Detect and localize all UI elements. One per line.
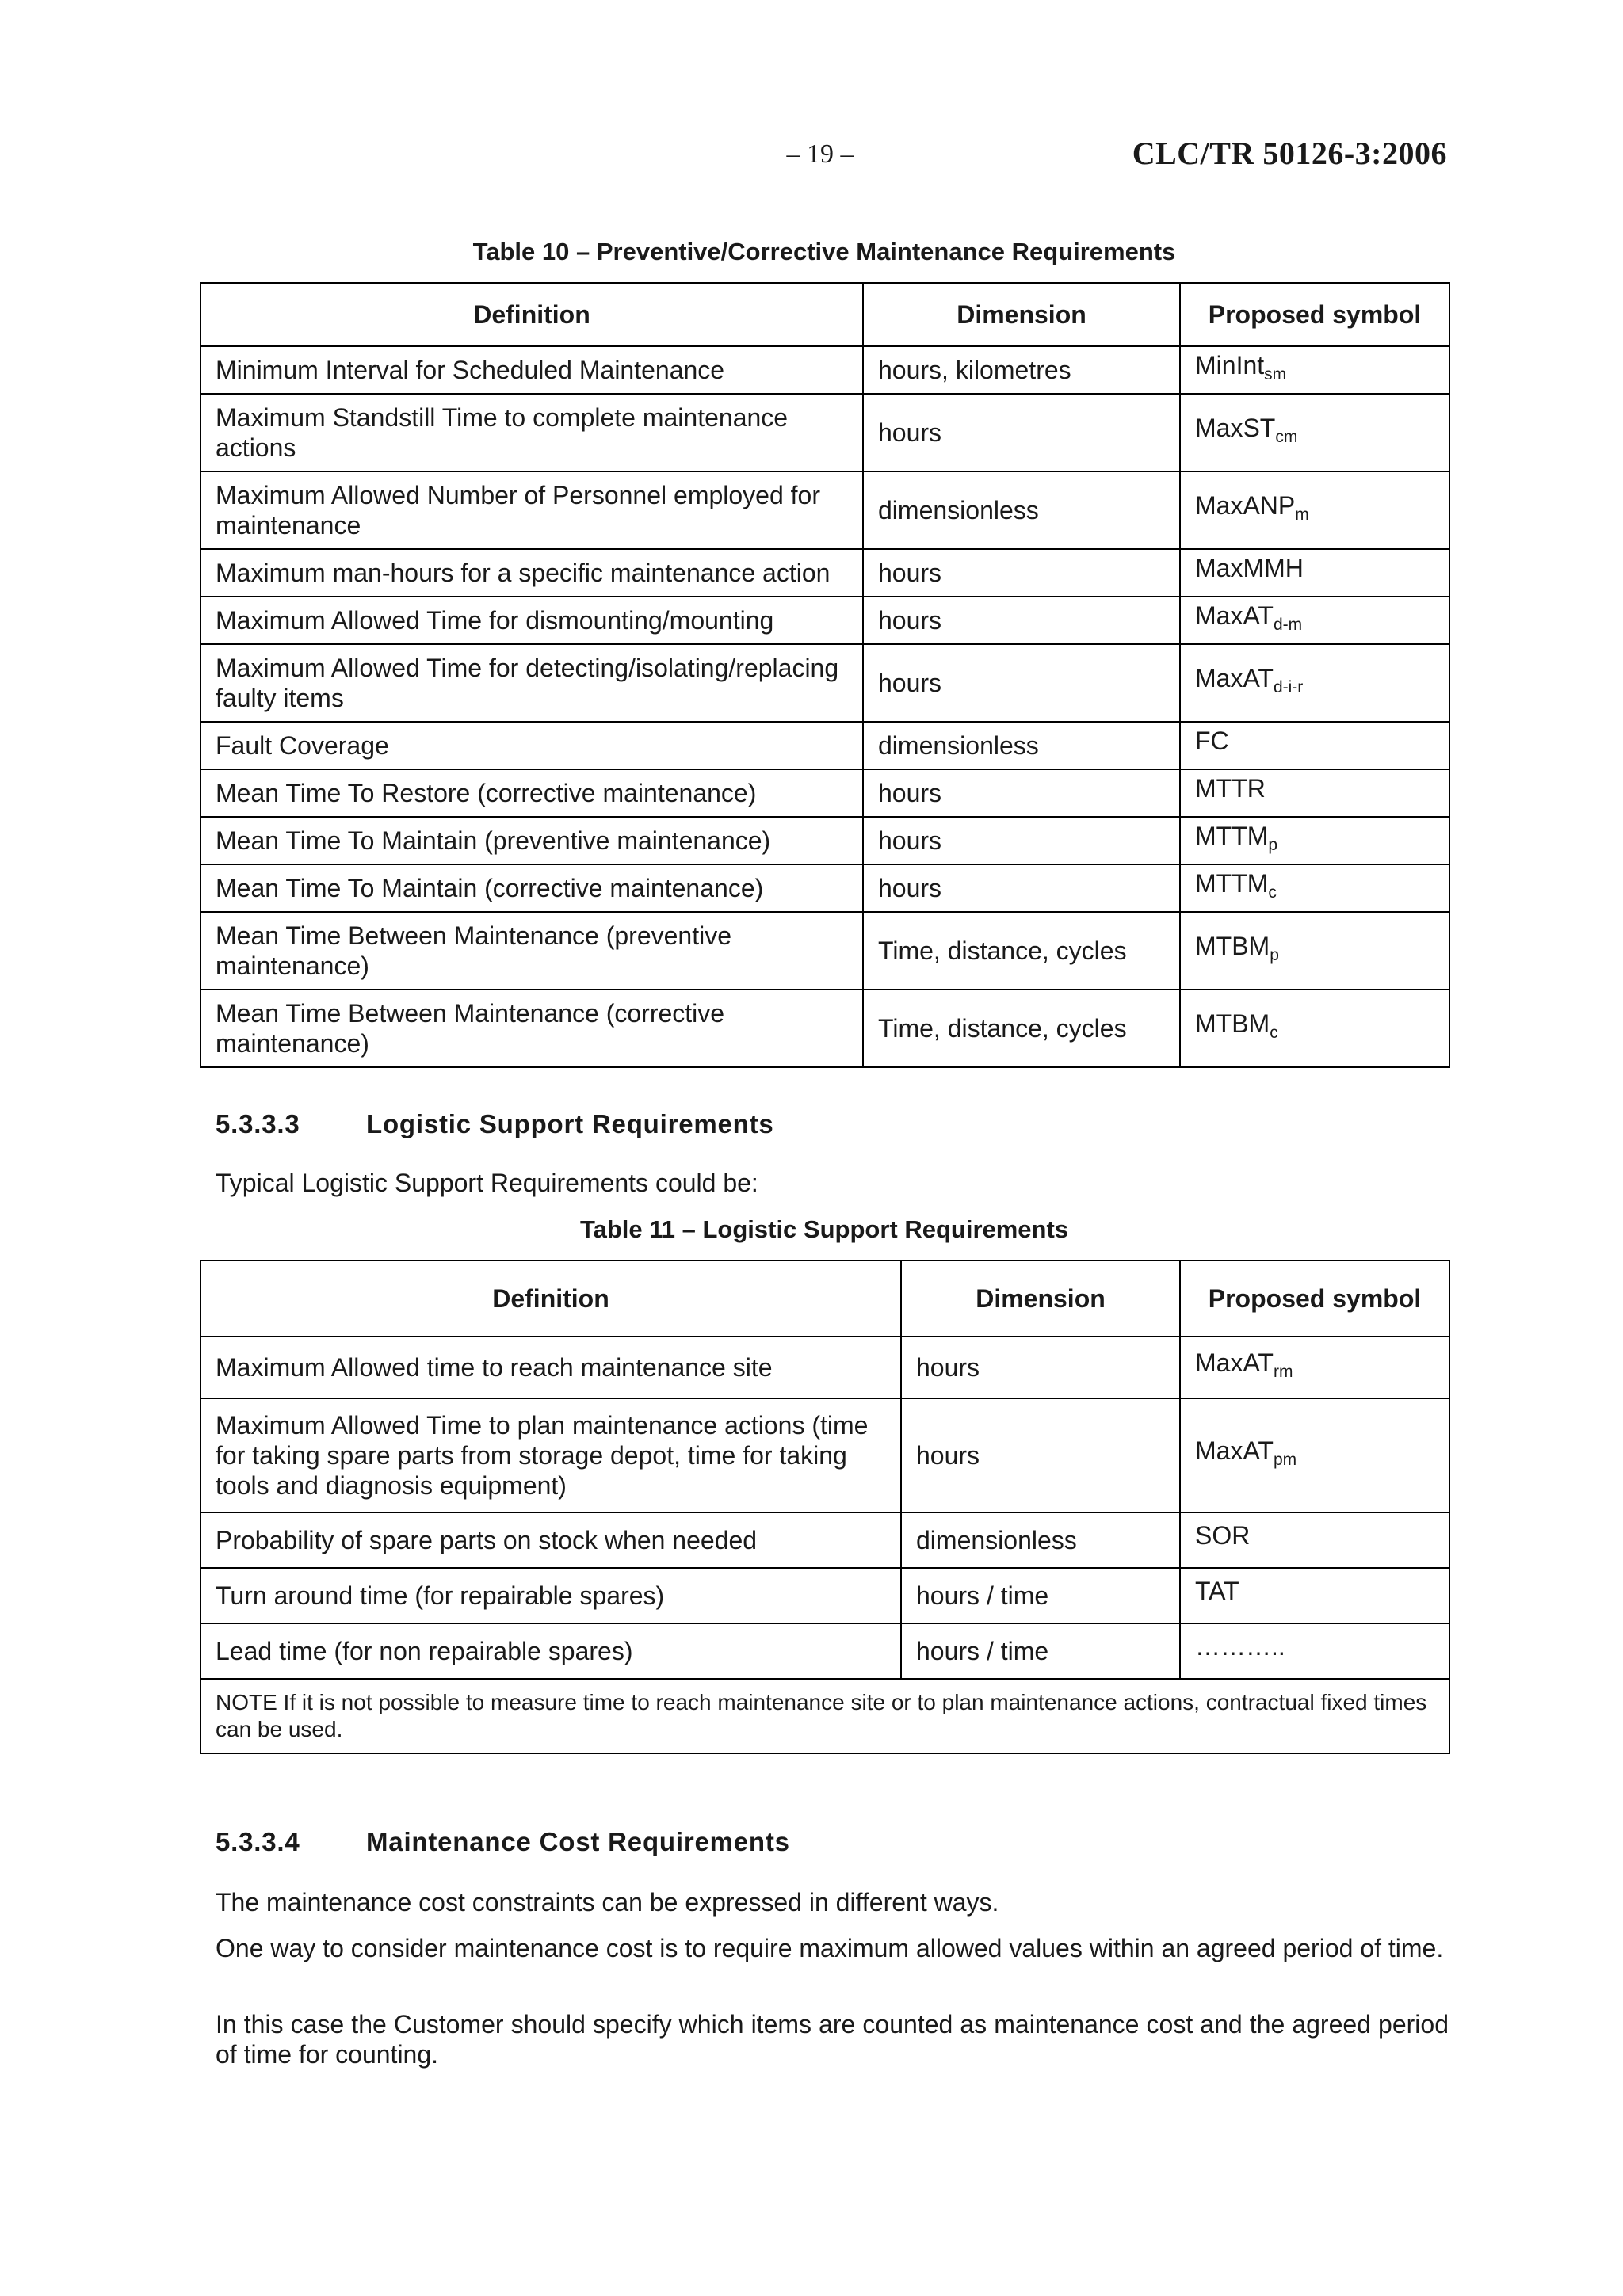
dimension-cell: hours / time xyxy=(901,1623,1180,1679)
table10-header-symbol: Proposed symbol xyxy=(1180,283,1449,346)
section-5333-heading xyxy=(216,1109,774,1139)
dimension-cell: hours / time xyxy=(901,1568,1180,1623)
symbol-cell xyxy=(1180,1623,1449,1679)
symbol-text: MaxAT xyxy=(1195,664,1274,692)
symbol-subscript: p xyxy=(1268,836,1278,854)
symbol-cell xyxy=(1180,644,1449,722)
symbol-text: FC xyxy=(1195,727,1229,755)
definition-cell: Maximum Allowed Time to plan maintenance actions (time for taking spare parts from storage depot, time for taking tools and diagnosis equipment) xyxy=(200,1398,901,1512)
table10-header-definition: Definition xyxy=(200,283,863,346)
table11-note: NOTE If it is not possible to measure time to reach maintenance site or to plan maintenance actions, contractual fixed times can be used. xyxy=(200,1679,1449,1753)
table11-header-symbol: Proposed symbol xyxy=(1180,1261,1449,1337)
table10-row xyxy=(200,346,1449,394)
dimension-cell: hours xyxy=(863,817,1180,864)
dimension-cell: hours xyxy=(901,1337,1180,1398)
dimension-cell: hours, kilometres xyxy=(863,346,1180,394)
definition-cell: Fault Coverage xyxy=(200,722,863,769)
symbol-subscript: d-m xyxy=(1273,616,1303,634)
symbol-cell xyxy=(1180,990,1449,1067)
symbol-cell xyxy=(1180,394,1449,471)
table10-row xyxy=(200,912,1449,990)
table10-row xyxy=(200,990,1449,1067)
table11-header-row xyxy=(200,1261,1449,1337)
dimension-cell: hours xyxy=(863,644,1180,722)
section-5334-paragraph-3: In this case the Customer should specify which items are counted as maintenance cost and the agreed period of time for counting. xyxy=(216,2010,1449,2069)
symbol-text: ……….. xyxy=(1195,1632,1285,1661)
table11-row xyxy=(200,1337,1449,1398)
dimension-cell: hours xyxy=(863,394,1180,471)
table11-row xyxy=(200,1398,1449,1512)
definition-cell: Mean Time To Maintain (corrective maintenance) xyxy=(200,864,863,912)
symbol-text: MaxAT xyxy=(1195,1348,1274,1377)
section-5334-title: Maintenance Cost Requirements xyxy=(366,1827,790,1856)
symbol-text: MaxAT xyxy=(1195,601,1274,630)
symbol-cell xyxy=(1180,769,1449,817)
definition-cell: Turn around time (for repairable spares) xyxy=(200,1568,901,1623)
symbol-text: SOR xyxy=(1195,1521,1251,1550)
symbol-text: MaxANP xyxy=(1195,491,1296,520)
dimension-cell: hours xyxy=(863,864,1180,912)
section-5334-heading xyxy=(216,1827,790,1857)
symbol-subscript: cm xyxy=(1275,428,1298,446)
symbol-text: MTTM xyxy=(1195,822,1269,850)
table11-header-dimension: Dimension xyxy=(901,1261,1180,1337)
section-5334-number: 5.3.3.4 xyxy=(216,1827,300,1856)
page-number: – 19 – xyxy=(786,139,854,169)
dimension-cell: hours xyxy=(863,769,1180,817)
definition-cell: Maximum Allowed Time for detecting/isolating/replacing faulty items xyxy=(200,644,863,722)
definition-cell: Maximum Allowed Time for dismounting/mounting xyxy=(200,597,863,644)
dimension-cell: hours xyxy=(901,1398,1180,1512)
table10-row xyxy=(200,722,1449,769)
symbol-subscript: d-i-r xyxy=(1273,678,1304,696)
dimension-cell: hours xyxy=(863,549,1180,597)
symbol-subscript: pm xyxy=(1273,1451,1297,1469)
definition-cell: Maximum Allowed Number of Personnel employed for maintenance xyxy=(200,471,863,549)
symbol-subscript: m xyxy=(1295,505,1309,524)
symbol-cell xyxy=(1180,864,1449,912)
symbol-text: TAT xyxy=(1195,1577,1239,1605)
dimension-cell: Time, distance, cycles xyxy=(863,990,1180,1067)
symbol-text: MinInt xyxy=(1195,351,1265,379)
dimension-cell: Time, distance, cycles xyxy=(863,912,1180,990)
definition-cell: Mean Time Between Maintenance (corrective maintenance) xyxy=(200,990,863,1067)
symbol-cell xyxy=(1180,1568,1449,1623)
symbol-cell xyxy=(1180,1337,1449,1398)
definition-cell: Mean Time To Restore (corrective maintenance) xyxy=(200,769,863,817)
section-5333-number: 5.3.3.3 xyxy=(216,1109,300,1138)
definition-cell: Mean Time Between Maintenance (preventive maintenance) xyxy=(200,912,863,990)
table10-row xyxy=(200,864,1449,912)
dimension-cell: dimensionless xyxy=(863,471,1180,549)
table11-header-definition: Definition xyxy=(200,1261,901,1337)
symbol-subscript: c xyxy=(1270,1024,1278,1042)
symbol-subscript: c xyxy=(1268,883,1277,902)
section-5334-paragraph-2: One way to consider maintenance cost is to require maximum allowed values within an agreed period of time. xyxy=(216,1934,1444,1962)
table11-row xyxy=(200,1512,1449,1568)
table10-row xyxy=(200,597,1449,644)
table11 xyxy=(200,1260,1450,1754)
symbol-cell xyxy=(1180,817,1449,864)
definition-cell: Maximum Allowed time to reach maintenance site xyxy=(200,1337,901,1398)
symbol-cell xyxy=(1180,549,1449,597)
symbol-subscript: rm xyxy=(1273,1363,1293,1381)
table11-caption: Table 11 – Logistic Support Requirements xyxy=(579,1215,1069,1243)
table10-row xyxy=(200,769,1449,817)
table10-row xyxy=(200,394,1449,471)
symbol-text: MTBM xyxy=(1195,932,1270,960)
symbol-text: MTTR xyxy=(1195,774,1266,803)
table10 xyxy=(200,282,1450,1068)
symbol-subscript: sm xyxy=(1264,365,1287,383)
table10-header-dimension: Dimension xyxy=(863,283,1180,346)
section-5334-paragraph-1: The maintenance cost constraints can be expressed in different ways. xyxy=(216,1888,999,1917)
symbol-cell xyxy=(1180,912,1449,990)
symbol-cell xyxy=(1180,597,1449,644)
symbol-text: MTTM xyxy=(1195,869,1269,898)
table10-row xyxy=(200,471,1449,549)
section-5333-title: Logistic Support Requirements xyxy=(366,1109,774,1138)
definition-cell: Mean Time To Maintain (preventive maintenance) xyxy=(200,817,863,864)
definition-cell: Probability of spare parts on stock when needed xyxy=(200,1512,901,1568)
definition-cell: Lead time (for non repairable spares) xyxy=(200,1623,901,1679)
symbol-cell xyxy=(1180,346,1449,394)
symbol-cell xyxy=(1180,471,1449,549)
dimension-cell: hours xyxy=(863,597,1180,644)
symbol-cell xyxy=(1180,1398,1449,1512)
table10-row xyxy=(200,549,1449,597)
symbol-cell xyxy=(1180,722,1449,769)
table11-row xyxy=(200,1568,1449,1623)
document-reference: CLC/TR 50126-3:2006 xyxy=(1132,135,1447,171)
symbol-text: MTBM xyxy=(1195,1009,1270,1038)
symbol-cell xyxy=(1180,1512,1449,1568)
table10-row xyxy=(200,644,1449,722)
dimension-cell: dimensionless xyxy=(901,1512,1180,1568)
definition-cell: Maximum man-hours for a specific maintenance action xyxy=(200,549,863,597)
definition-cell: Minimum Interval for Scheduled Maintenance xyxy=(200,346,863,394)
table10-header-row xyxy=(200,283,1449,346)
table11-note-row xyxy=(200,1679,1449,1753)
table10-row xyxy=(200,817,1449,864)
symbol-text: MaxMMH xyxy=(1195,554,1304,582)
table11-row xyxy=(200,1623,1449,1679)
symbol-text: MaxST xyxy=(1195,414,1276,442)
section-5333-intro: Typical Logistic Support Requirements could be: xyxy=(216,1169,758,1197)
table10-caption: Table 10 – Preventive/Corrective Maintenance Requirements xyxy=(472,238,1176,265)
symbol-text: MaxAT xyxy=(1195,1436,1274,1465)
symbol-subscript: p xyxy=(1270,946,1279,964)
definition-cell: Maximum Standstill Time to complete maintenance actions xyxy=(200,394,863,471)
dimension-cell: dimensionless xyxy=(863,722,1180,769)
